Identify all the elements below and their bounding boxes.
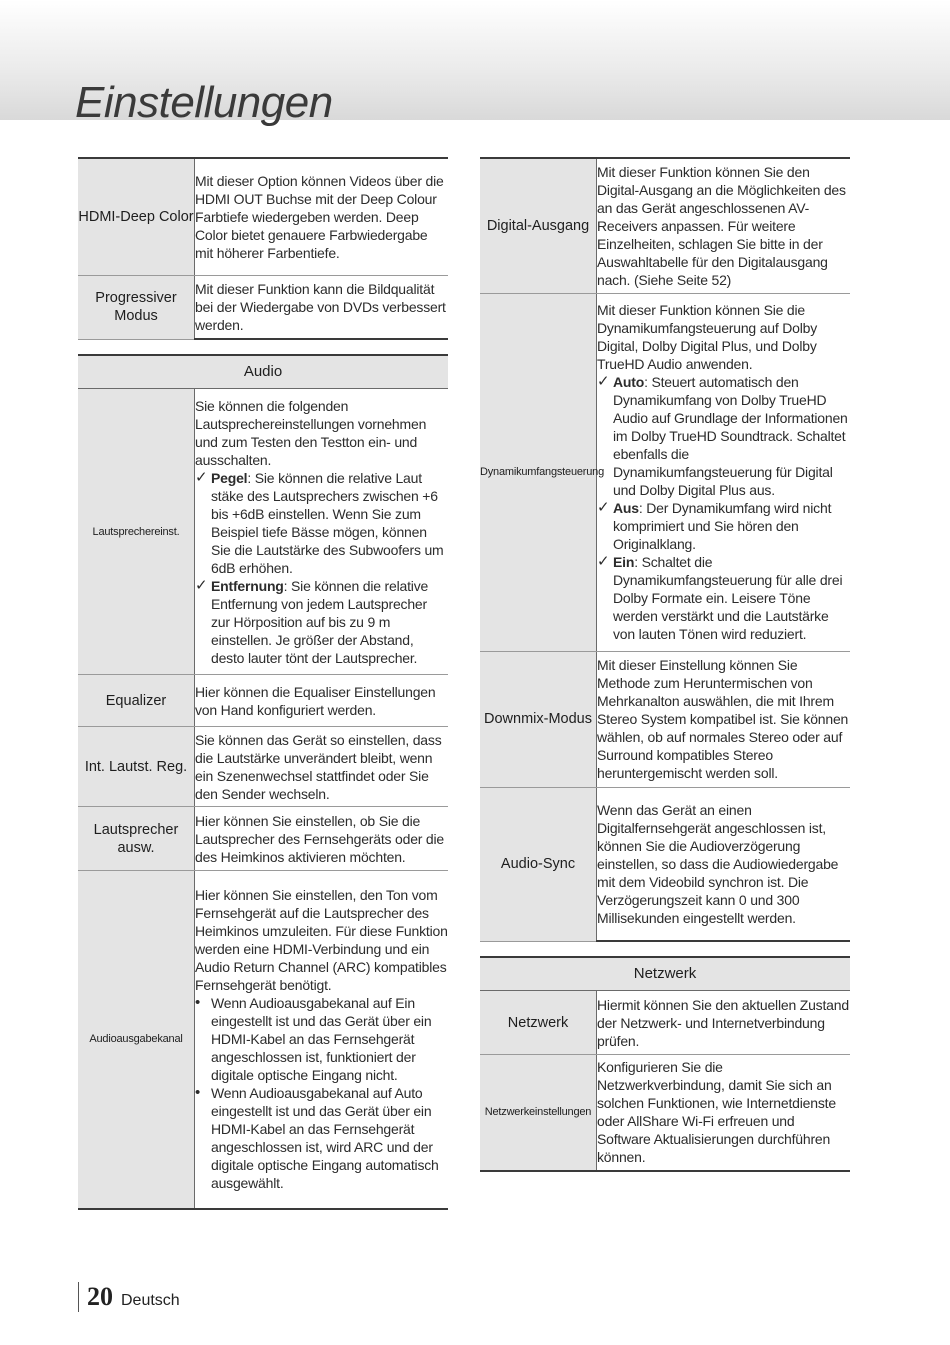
setting-label: Digital-Ausgang xyxy=(480,158,597,293)
option-keyword: Entfernung xyxy=(211,577,284,594)
option-text: : Steuert automatisch den Dynamikumfang von Dolby TrueHD Audio auf Grundlage der Informationen im Dolby TrueHD Soundtrack. Schaltet ebenfalls die Dynamikumfangsteuerung für Digital und Dolby Digital Plus aus. xyxy=(613,374,848,498)
option-list xyxy=(195,994,448,1192)
setting-label: Audio-Sync xyxy=(480,787,597,941)
page-number: 20 xyxy=(87,1282,113,1311)
checkmark-icon: ✓ xyxy=(597,373,610,390)
setting-label: Netzwerk xyxy=(480,991,597,1055)
table-row xyxy=(78,389,448,675)
left-column xyxy=(78,157,448,1210)
table-gap xyxy=(78,339,448,355)
table-row xyxy=(78,158,448,275)
section-header-network: Netzwerk xyxy=(480,957,850,991)
table-row xyxy=(78,727,448,807)
checkmark-icon: ✓ xyxy=(195,468,208,486)
list-item xyxy=(195,469,448,577)
setting-description: Wenn das Gerät an einen Digitalfernsehgerät angeschlossen ist, können Sie die Audioverzögerung einstellen, so dass die Audiowiedergabe mit dem Videobild synchron ist. Die Verzögerungszeit kann 0 und 300 Millisekunden eingestellt werden. xyxy=(597,787,851,941)
bullet-icon: • xyxy=(195,994,201,1012)
list-item xyxy=(597,373,850,499)
setting-label: Lautsprechereinst. xyxy=(78,389,195,675)
setting-label: Progressiver Modus xyxy=(78,275,195,339)
option-text: Wenn Audioausgabekanal auf Ein eingestellt ist und das Gerät über ein HDMI-Kabel an das Fernsehgerät angeschlossen ist, funktioniert der digitale optische Eingang nicht. xyxy=(211,995,432,1084)
setting-description: Mit dieser Einstellung können Sie Methode zum Heruntermischen von Mehrkanalton auswählen, die mit Ihrem Stereo System kompatibel ist. Sie können wählen, ob auf normales Stereo oder auf Surround kompatibles Stereo heruntergemischt werden soll. xyxy=(597,651,851,787)
setting-description: Hier können Sie einstellen, ob Sie die Lautsprecher des Fernsehgeräts oder die des Heimkinos aktivieren möchten. xyxy=(195,807,449,871)
table-row xyxy=(480,158,850,293)
setting-label: Dynamikumfangsteuerung xyxy=(480,293,597,651)
list-item xyxy=(195,994,448,1084)
list-item xyxy=(597,553,850,643)
table-row xyxy=(480,787,850,941)
table-gap xyxy=(480,941,850,957)
option-text: : Schaltet die Dynamikumfangsteuerung für alle drei Dolby Formate ein. Leisere Töne werden verstärkt und die Lautstärke von lauten Tönen wird reduziert. xyxy=(613,554,843,642)
page-language: Deutsch xyxy=(121,1292,180,1309)
section-row xyxy=(78,355,448,389)
setting-description: Hiermit können Sie den aktuellen Zustand der Netzwerk- und Internetverbindung prüfen. xyxy=(597,991,851,1055)
option-text: Wenn Audioausgabekanal auf Auto eingestellt ist und das Gerät über ein HDMI-Kabel an das Fernsehgerät angeschlossen ist, wird ARC und der digitale optische Eingang automatisch ausgewählt. xyxy=(211,1085,439,1192)
setting-description: Mit dieser Funktion kann die Bildqualität bei der Wiedergabe von DVDs verbessert werden. xyxy=(195,275,449,339)
description-intro: Sie können die folgenden Lautsprechereinstellungen vornehmen und zum Testen den Testton ein- und ausschalten. xyxy=(195,397,427,468)
option-keyword: Auto xyxy=(613,374,645,390)
setting-description xyxy=(195,871,449,1209)
table-row xyxy=(480,991,850,1055)
setting-description: Sie können das Gerät so einstellen, dass die Lautstärke unverändert bleibt, wenn ein Szenenwechsel stattfindet oder Sie den Sender wechseln. xyxy=(195,727,449,807)
setting-description: Mit dieser Option können Videos über die HDMI OUT Buchse mit der Deep Colour Farbtiefe wiedergeben werden. Deep Color bietet genauere Farbwiedergabe mit höherer Farbentiefe. xyxy=(195,158,449,275)
option-list xyxy=(195,469,448,667)
right-column xyxy=(480,157,850,1172)
setting-description xyxy=(195,389,449,675)
checkmark-icon: ✓ xyxy=(597,553,610,570)
setting-description xyxy=(597,293,851,651)
page-title: Einstellungen xyxy=(75,78,333,127)
description-intro: Hier können Sie einstellen, den Ton vom Fernsehgerät auf die Lautsprecher des Heimkinos umzuleiten. Für diese Funktion werden eine HDMI-Verbindung und ein Audio Return Channel (ARC) kompatibles Fernsehgerät benötigt. xyxy=(195,887,448,994)
setting-description: Mit dieser Funktion können Sie den Digital-Ausgang an die Möglichkeiten des an das Gerät angeschlossenen AV-Receivers anpassen. Für weitere Einzelheiten, schlagen Sie bitte in der Auswahltabelle für den Digitalausgang nach. (Siehe Seite 52) xyxy=(597,158,851,293)
list-item xyxy=(597,499,850,553)
option-text: : Sie können die relative Entfernung von jedem Lautsprecher zur Hörposition auf bis zu 9 m einstellen. Je größer der Abstand, desto lauter tönt der Lautsprecher. xyxy=(211,577,429,666)
option-keyword: Pegel xyxy=(211,469,248,486)
setting-label: Netzwerkeinstellungen xyxy=(480,1055,597,1171)
setting-label: Lautsprecher ausw. xyxy=(78,807,195,871)
page-footer xyxy=(78,1282,180,1312)
setting-label: Int. Lautst. Reg. xyxy=(78,727,195,807)
setting-description: Konfigurieren Sie die Netzwerkverbindung, damit Sie sich an solchen Funktionen, wie Internetdienste oder AllShare Wi-Fi erfreuen und Software Aktualisierungen durchführen können. xyxy=(597,1055,851,1171)
table-row xyxy=(78,675,448,727)
table-row xyxy=(480,1055,850,1171)
table-row xyxy=(480,293,850,651)
setting-label: HDMI-Deep Color xyxy=(78,158,195,275)
table-row xyxy=(78,807,448,871)
setting-label: Audioausgabekanal xyxy=(78,871,195,1209)
option-text: : Der Dynamikumfang wird nicht komprimiert und Sie hören den Originalklang. xyxy=(613,500,832,552)
list-item xyxy=(195,577,448,667)
section-header-audio: Audio xyxy=(78,355,448,389)
option-text: : Sie können die relative Laut stäke des Lautsprechers zwischen +6 bis +6dB einstellen. Wenn Sie zum Beispiel tiefe Bässe mögen, können Sie die Lautstärke des Subwoofers um 6dB erhöhen. xyxy=(211,469,444,576)
list-item xyxy=(195,1084,448,1192)
bullet-icon: • xyxy=(195,1084,201,1102)
option-keyword: Aus xyxy=(613,500,639,516)
checkmark-icon: ✓ xyxy=(195,576,208,594)
settings-table-right xyxy=(480,157,850,1172)
setting-description: Hier können die Equaliser Einstellungen von Hand konfiguriert werden. xyxy=(195,675,449,727)
table-row xyxy=(78,275,448,339)
table-row xyxy=(480,651,850,787)
table-row xyxy=(78,871,448,1209)
description-intro: Mit dieser Funktion können Sie die Dynamikumfangsteuerung auf Dolby Digital, Dolby Digital Plus, und Dolby TrueHD Audio anwenden. xyxy=(597,302,818,372)
option-keyword: Ein xyxy=(613,554,635,570)
setting-label: Downmix-Modus xyxy=(480,651,597,787)
checkmark-icon: ✓ xyxy=(597,499,610,516)
option-list xyxy=(597,373,850,643)
setting-label: Equalizer xyxy=(78,675,195,727)
settings-table-left xyxy=(78,157,448,1210)
section-row xyxy=(480,957,850,991)
